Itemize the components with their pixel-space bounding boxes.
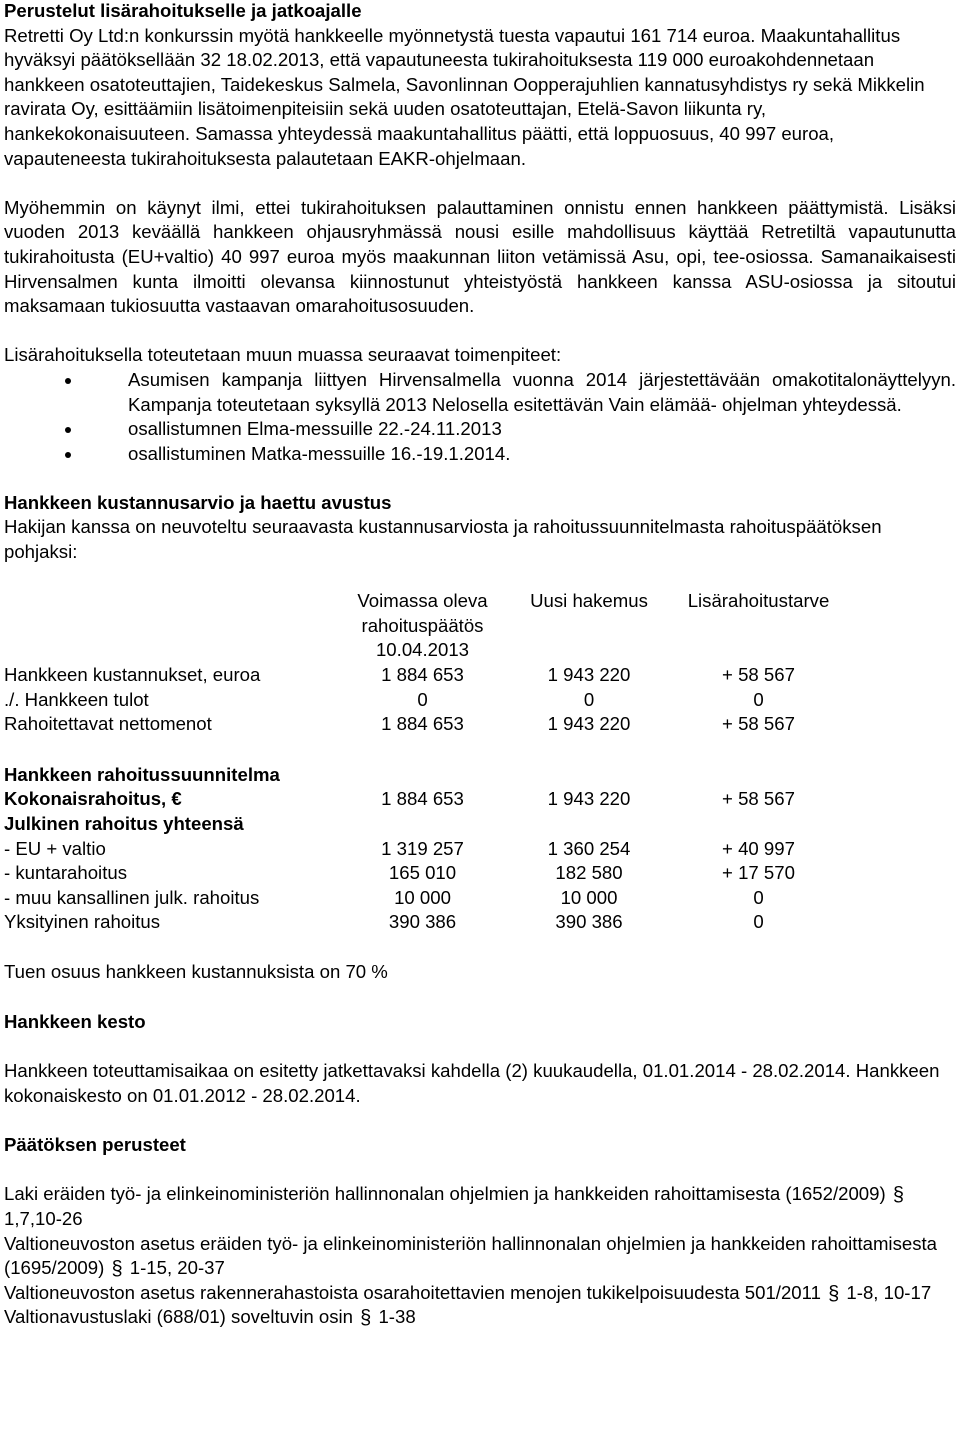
legal-reference bbox=[4, 1182, 956, 1231]
cell-additional: + 58 567 bbox=[722, 713, 795, 735]
cell-new: 1 360 254 bbox=[547, 837, 631, 859]
cell-current: 165 010 bbox=[388, 862, 457, 884]
section-sign: § bbox=[892, 1184, 904, 1207]
cell-current: 10 000 bbox=[394, 886, 451, 908]
cell-new: 390 386 bbox=[555, 911, 623, 933]
reference-sections: 1,7,10-26 bbox=[4, 1207, 83, 1229]
table-row bbox=[4, 763, 844, 788]
budget-intro: Hakijan kanssa on neuvoteltu seuraavasta kustannusarviosta ja rahoitussuunnitelmasta rahoituspäätöksen pohjaksi: bbox=[4, 516, 882, 563]
measures-intro: Lisärahoituksella toteutetaan muun muassa seuraavat toimenpiteet: bbox=[4, 344, 562, 366]
table-row bbox=[4, 712, 844, 737]
cell-new: 182 580 bbox=[555, 862, 623, 884]
cell-additional: + 17 570 bbox=[722, 862, 795, 884]
section-sign: § bbox=[360, 1307, 372, 1330]
row-label: - EU + valtio bbox=[4, 837, 106, 859]
legal-reference bbox=[4, 1232, 956, 1281]
intro-paragraph bbox=[4, 24, 956, 172]
row-label: Yksityinen rahoitus bbox=[4, 911, 161, 933]
measures-list-item bbox=[4, 368, 956, 417]
measure-text: osallistuminen Matka-messuille 16.-19.1.2014. bbox=[128, 442, 511, 464]
measure-text: osallistumnen Elma-messuille 22.-24.11.2013 bbox=[128, 418, 502, 440]
cell-additional: + 40 997 bbox=[722, 837, 795, 859]
plan-heading: Hankkeen rahoitussuunnitelma bbox=[4, 763, 280, 785]
section-sign: § bbox=[828, 1282, 840, 1305]
row-label-public: Julkinen rahoitus yhteensä bbox=[4, 813, 244, 834]
row-label: - muu kansallinen julk. rahoitus bbox=[4, 886, 260, 908]
row-label: ./. Hankkeen tulot bbox=[4, 688, 149, 710]
section-heading-grounds: Päätöksen perusteet bbox=[4, 1134, 186, 1156]
paragraph-return-status: Myöhemmin on käynyt ilmi, ettei tukirahoituksen palauttaminen onnistu ennen hankkeen päättymistä. Lisäksi vuoden 2013 keväällä hankkeen ohjausryhmässä nousi esille mahdollisuus käyttää Retretiltä vapautunutta tukirahoitusta (EU+valtio) 40 997 euroa myös maakunnan liiton vetämissä Asu, opi, tee-osiossa. Samanaikaisesti Hirvensalmen kunta ilmoitti olevansa kiinnostunut yhteistyöstä hankkeen kanssa ASU-osiossa ja sitoutui maksamaan tukiosuutta vastaavan omarahoitusosuuden. bbox=[4, 196, 956, 317]
reference-text: Valtioneuvoston asetus rakennerahastoista osarahoitettavien menojen tukikelpoisuudesta 501/2011 bbox=[4, 1281, 821, 1303]
section-sign: § bbox=[111, 1258, 123, 1281]
cell-current: 1 319 257 bbox=[381, 837, 464, 859]
table-row bbox=[4, 910, 844, 935]
table-row bbox=[4, 886, 844, 911]
header-empty-cell bbox=[4, 589, 340, 663]
measures-list-item bbox=[4, 442, 956, 467]
cell-current: 0 bbox=[417, 688, 428, 710]
budget-table-header bbox=[4, 589, 844, 663]
legal-references bbox=[4, 1182, 956, 1330]
table-row bbox=[4, 837, 844, 862]
support-share: Tuen osuus hankkeen kustannuksista on 70 % bbox=[4, 960, 388, 982]
reference-sections: 1-8, 10-17 bbox=[846, 1281, 932, 1303]
table-row bbox=[4, 663, 844, 688]
cell-current: 1 884 653 bbox=[381, 664, 464, 686]
reference-text: Valtionavustuslaki (688/01) soveltuvin osin bbox=[4, 1306, 353, 1328]
row-label-total: Kokonaisrahoitus, € bbox=[4, 788, 182, 810]
section-heading-duration: Hankkeen kesto bbox=[4, 1011, 146, 1033]
duration-text: Hankkeen toteuttamisaikaa on esitetty jatkettavaksi kahdella (2) kuukaudella, 01.01.2014 - 28.02.2014. Hankkeen kokonaiskesto on 01.01.2012 - 28.02.2014. bbox=[4, 1060, 940, 1106]
table-row bbox=[4, 861, 844, 886]
row-label: - kuntarahoitus bbox=[4, 862, 127, 884]
cell-additional: 0 bbox=[753, 688, 764, 710]
cell-new: 1 943 220 bbox=[547, 713, 631, 735]
measure-text: Asumisen kampanja liittyen Hirvensalmella vuonna 2014 järjestettävään omakotitalonäyttelyyn. Kampanja toteutetaan syksyllä 2013 Nelosella esitettävän Vain elämää- ohjelman yhteydessä. bbox=[128, 368, 956, 415]
bullet-icon bbox=[65, 378, 71, 384]
bullet-icon bbox=[65, 427, 71, 433]
intro-paragraph-text: Retretti Oy Ltd:n konkurssin myötä hankkeelle myönnetystä tuesta vapautui 161 714 euroa. Maakuntahallitus hyväksyi päätöksellään 32 18.02.2013, että vapautuneesta tukirahoituksesta 119 000 euroakohdennetaan hankkeen osatoteuttajien, Taidekeskus Salmela, Savonlinnan Oopperajuhlien kannatusyhdistys ry sekä Mikkelin ravirata Oy, esittäämiin lisätoimenpiteisiin sekä uuden osatoteuttajan, Etelä-Savon liikunta ry, hankekokonaisuuteen. Samassa yhteydessä maakuntahallitus päätti, että loppuosuus, 40 997 euroa, vapauteneesta tukirahoituksesta palautetaan EAKR-ohjelmaan. bbox=[4, 24, 925, 169]
reference-sections: 1-15, 20-37 bbox=[129, 1257, 225, 1279]
legal-reference bbox=[4, 1281, 956, 1306]
reference-sections: 1-38 bbox=[378, 1306, 416, 1328]
financing-plan-table bbox=[4, 763, 844, 935]
cell-current: 1 884 653 bbox=[381, 788, 464, 810]
measures-list bbox=[4, 368, 956, 466]
cell-additional: 0 bbox=[753, 886, 764, 908]
cell-new: 0 bbox=[583, 688, 595, 710]
column-header-additional-need: Lisärahoitustarve bbox=[687, 590, 830, 612]
row-label: Rahoitettavat nettomenot bbox=[4, 713, 212, 735]
cell-additional: + 58 567 bbox=[722, 664, 795, 686]
reference-text: Laki eräiden työ- ja elinkeinoministeriön hallinnonalan ohjelmien ja hankkeiden rahoittamisesta (1652/2009) bbox=[4, 1183, 886, 1205]
measures-list-item bbox=[4, 417, 956, 442]
cell-current: 390 386 bbox=[388, 911, 457, 933]
bullet-icon bbox=[65, 452, 71, 458]
cell-new: 1 943 220 bbox=[547, 788, 631, 810]
cell-new: 10 000 bbox=[560, 886, 618, 908]
budget-table bbox=[4, 589, 844, 737]
cell-additional: + 58 567 bbox=[722, 788, 795, 810]
cell-new: 1 943 220 bbox=[547, 664, 631, 686]
cell-additional: 0 bbox=[753, 911, 764, 933]
section-heading-additional-funding: Perustelut lisärahoitukselle ja jatkoajalle bbox=[4, 0, 362, 21]
table-row bbox=[4, 688, 844, 713]
legal-reference bbox=[4, 1305, 956, 1330]
table-row bbox=[4, 812, 844, 837]
table-row bbox=[4, 787, 844, 812]
row-label: Hankkeen kustannukset, euroa bbox=[4, 664, 261, 686]
reference-text: Valtioneuvoston asetus eräiden työ- ja elinkeinoministeriön hallinnonalan ohjelmien ja hankkeiden rahoittamisesta (1695/2009) bbox=[4, 1232, 938, 1279]
column-header-new-application: Uusi hakemus bbox=[530, 590, 648, 612]
column-header-current-decision: Voimassa oleva rahoituspäätös 10.04.2013 bbox=[357, 590, 488, 661]
cell-current: 1 884 653 bbox=[381, 713, 464, 735]
section-heading-budget: Hankkeen kustannusarvio ja haettu avustus bbox=[4, 491, 392, 513]
